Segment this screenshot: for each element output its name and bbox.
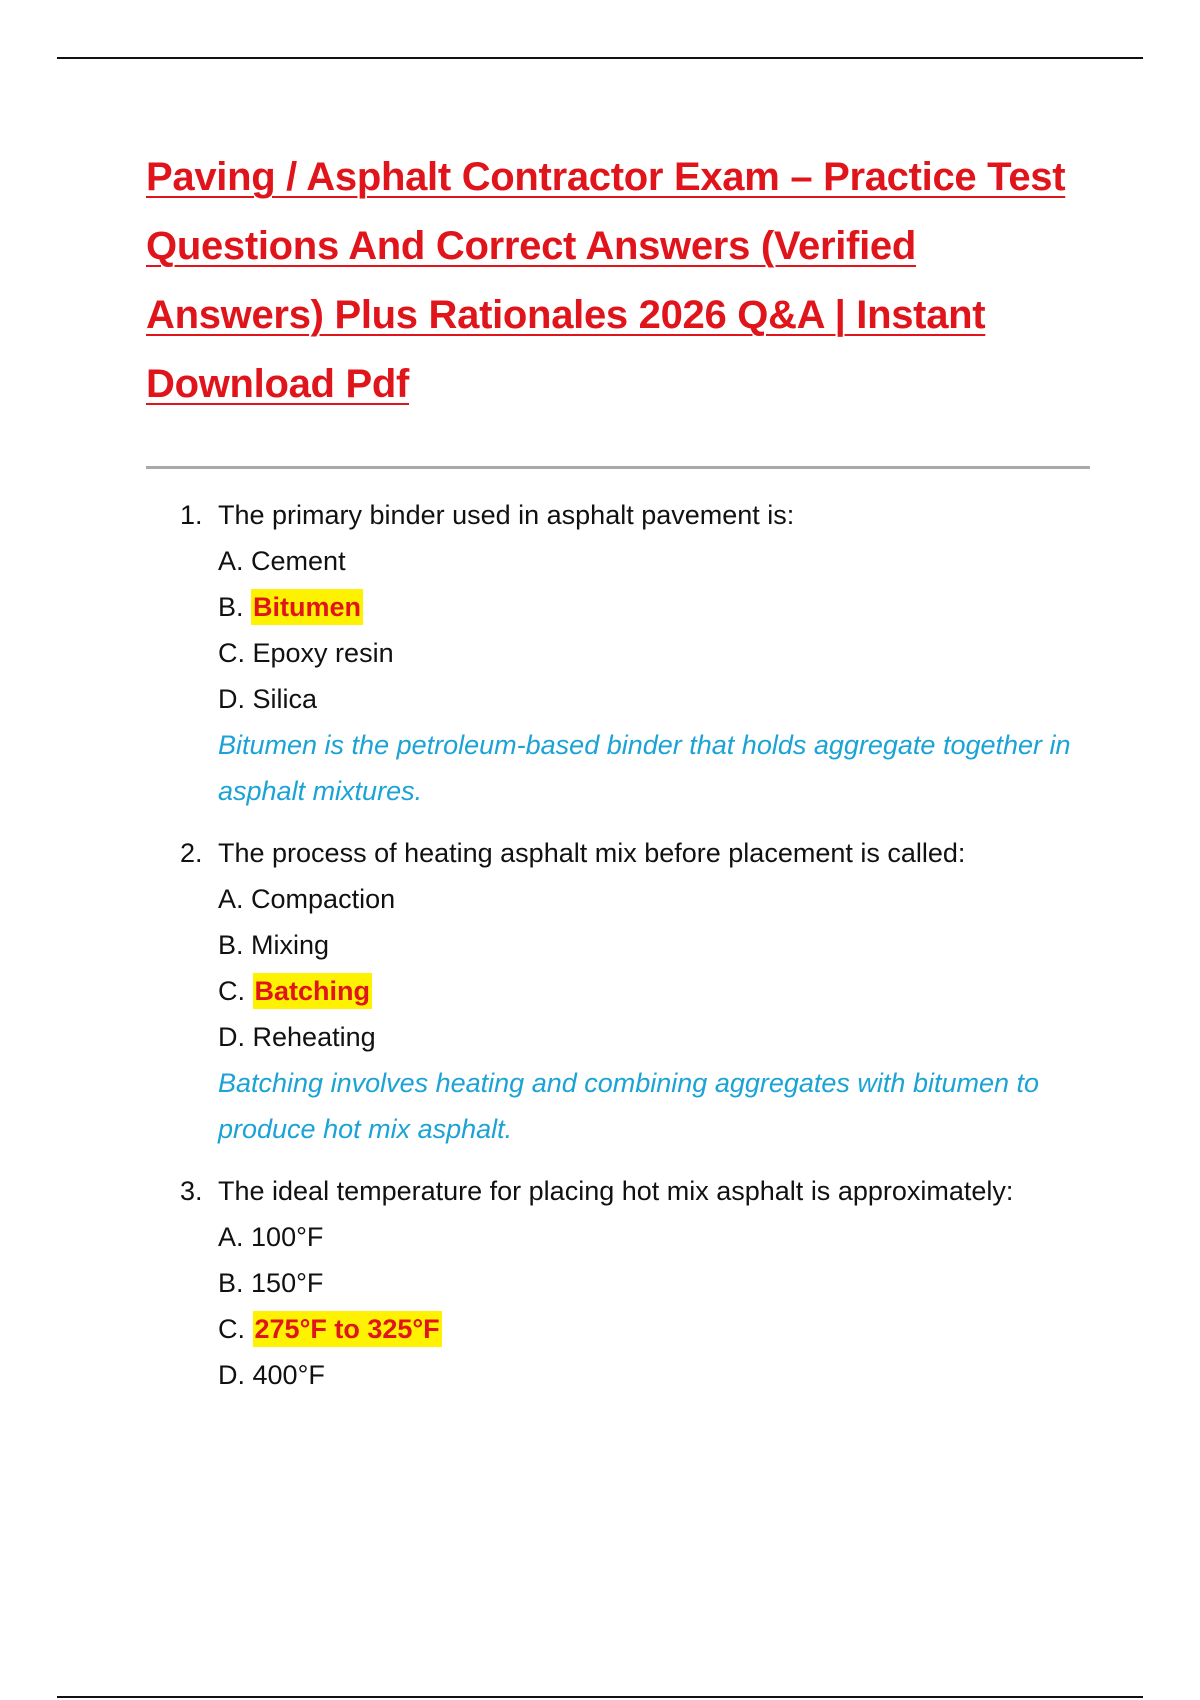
option-letter: A. <box>218 884 244 914</box>
option-text: Reheating <box>252 1022 376 1052</box>
question-text: The process of heating asphalt mix before placement is called: <box>218 838 966 868</box>
question-item <box>180 492 1100 818</box>
question-text: The primary binder used in asphalt pavement is: <box>218 500 795 530</box>
option-letter: D. <box>218 1022 245 1052</box>
title-divider <box>146 466 1090 469</box>
option-letter: A. <box>218 546 244 576</box>
option-letter: C. <box>218 638 245 668</box>
option-text: Cement <box>251 546 346 576</box>
option-text: Mixing <box>251 930 330 960</box>
option-d <box>218 1352 1100 1398</box>
rationale: Batching involves heating and combining aggregates with bitumen to produce hot mix asphalt. <box>218 1068 1040 1144</box>
option-letter: A. <box>218 1222 244 1252</box>
option-letter: B. <box>218 1268 244 1298</box>
option-c <box>218 630 1100 676</box>
option-text: 100°F <box>251 1222 324 1252</box>
question-item <box>180 830 1100 1156</box>
option-b <box>218 584 1100 630</box>
option-d <box>218 676 1100 722</box>
option-d <box>218 1014 1100 1060</box>
option-b <box>218 922 1100 968</box>
option-letter: D. <box>218 1360 245 1390</box>
option-text: Silica <box>252 684 318 714</box>
question-number: 3. <box>180 1176 203 1206</box>
option-c <box>218 968 1100 1014</box>
option-list <box>180 876 1100 1060</box>
document-title: Paving / Asphalt Contractor Exam – Practice Test Questions And Correct Answers (Verified Answers) Plus Rationales 2026 Q&A | Instant Download Pdf <box>146 155 1066 406</box>
correct-answer-highlight: 275°F to 325°F <box>253 1311 442 1347</box>
page-bottom-rule <box>57 1696 1143 1698</box>
option-a <box>218 1214 1100 1260</box>
question-number: 1. <box>180 500 203 530</box>
option-letter: C. <box>218 1314 245 1344</box>
option-letter: D. <box>218 684 245 714</box>
option-a <box>218 538 1100 584</box>
option-text: 400°F <box>252 1360 325 1390</box>
option-text: Compaction <box>251 884 396 914</box>
option-list <box>180 538 1100 722</box>
option-a <box>218 876 1100 922</box>
page-top-rule <box>57 57 1143 59</box>
option-letter: B. <box>218 592 244 622</box>
option-letter: C. <box>218 976 245 1006</box>
option-c <box>218 1306 1100 1352</box>
question-list <box>180 492 1100 1410</box>
option-text: 150°F <box>251 1268 324 1298</box>
option-list <box>180 1214 1100 1398</box>
correct-answer-highlight: Bitumen <box>251 589 363 625</box>
option-letter: B. <box>218 930 244 960</box>
option-text: Epoxy resin <box>252 638 394 668</box>
option-b <box>218 1260 1100 1306</box>
rationale: Bitumen is the petroleum-based binder that holds aggregate together in asphalt mixtures. <box>218 730 1071 806</box>
question-number: 2. <box>180 838 203 868</box>
question-item <box>180 1168 1100 1398</box>
question-text: The ideal temperature for placing hot mix asphalt is approximately: <box>218 1176 1014 1206</box>
correct-answer-highlight: Batching <box>253 973 373 1009</box>
